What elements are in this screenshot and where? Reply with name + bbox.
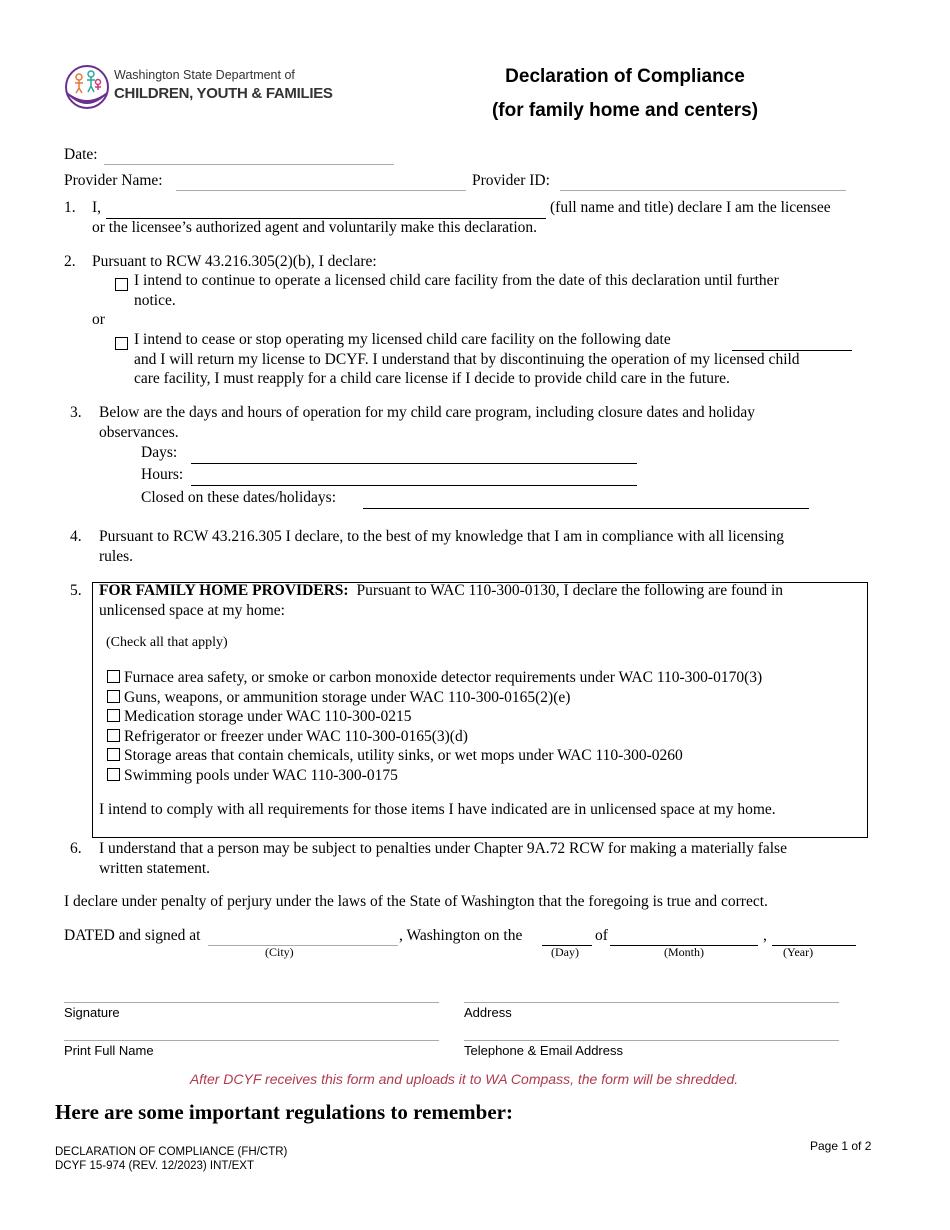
- year-caption: (Year): [783, 945, 814, 959]
- address-field[interactable]: [464, 1002, 839, 1003]
- item4-number: 4.: [70, 528, 82, 545]
- item2-intro: Pursuant to RCW 43.216.305(2)(b), I declare:: [92, 253, 377, 270]
- option-storage: [107, 746, 762, 766]
- option-refrigerator-label: Refrigerator or freezer under WAC 110-300-0165(3)(d): [124, 727, 468, 745]
- days-field[interactable]: [191, 463, 637, 464]
- option-pools-label: Swimming pools under WAC 110-300-0175: [124, 766, 398, 784]
- cease-option-line1: I intend to cease or stop operating my licensed child care facility on the following date: [134, 331, 671, 348]
- guns-checkbox[interactable]: [107, 690, 120, 703]
- day-caption: (Day): [551, 945, 579, 959]
- option-guns-label: Guns, weapons, or ammunition storage under WAC 110-300-0165(2)(e): [124, 688, 571, 706]
- form-title: Declaration of Compliance: [505, 66, 745, 87]
- print-name-field[interactable]: [64, 1040, 439, 1041]
- org-line2: CHILDREN, YOUTH & FAMILIES: [114, 85, 333, 102]
- cease-option-line2: and I will return my license to DCYF. I understand that by discontinuing the operation of my licensed child: [134, 351, 800, 368]
- dcyf-logo: [64, 64, 333, 110]
- option-guns: [107, 688, 762, 708]
- item1-suffix: (full name and title) declare I am the licensee: [550, 199, 831, 216]
- item1-line2: or the licensee’s authorized agent and voluntarily make this declaration.: [92, 219, 538, 236]
- form-subtitle: (for family home and centers): [491, 100, 759, 121]
- hours-field[interactable]: [191, 485, 637, 486]
- date-field[interactable]: [104, 164, 394, 165]
- hours-label: Hours:: [141, 466, 184, 483]
- option-refrigerator: [107, 727, 762, 747]
- item5-line1: [99, 582, 783, 600]
- item5-line1-rest: Pursuant to WAC 110-300-0130, I declare the following are found in: [356, 582, 784, 599]
- telephone-email-label: Telephone & Email Address: [464, 1043, 623, 1058]
- option-medication: [107, 707, 762, 727]
- month-caption: (Month): [664, 945, 704, 959]
- cease-option-line3: care facility, I must reapply for a child care license if I decide to provide child care in the future.: [134, 370, 730, 387]
- org-line1: Washington State Department of: [114, 68, 295, 82]
- check-all-note: (Check all that apply): [106, 635, 228, 650]
- print-name-label: Print Full Name: [64, 1043, 154, 1058]
- city-caption: (City): [265, 945, 294, 959]
- storage-checkbox[interactable]: [107, 748, 120, 761]
- date-label: Date:: [64, 146, 98, 163]
- footer-form-id: DCYF 15-974 (REV. 12/2023) INT/EXT: [55, 1160, 254, 1172]
- item6-line2: written statement.: [99, 860, 211, 877]
- continue-option-line2: notice.: [134, 292, 176, 309]
- dated-washington: , Washington on the: [399, 927, 523, 944]
- footer-form-name: DECLARATION OF COMPLIANCE (FH/CTR): [55, 1146, 288, 1158]
- closed-label: Closed on these dates/holidays:: [141, 489, 337, 506]
- item5-number: 5.: [70, 582, 82, 599]
- telephone-email-field[interactable]: [464, 1040, 839, 1041]
- city-field[interactable]: [208, 945, 398, 946]
- continue-operating-checkbox[interactable]: [115, 278, 128, 291]
- item1-prefix: I,: [92, 199, 102, 216]
- signature-label: Signature: [64, 1005, 120, 1020]
- furnace-checkbox[interactable]: [107, 670, 120, 683]
- refrigerator-checkbox[interactable]: [107, 729, 120, 742]
- option-furnace: [107, 668, 762, 688]
- item1-number: 1.: [64, 199, 76, 216]
- address-label: Address: [464, 1005, 512, 1020]
- option-storage-label: Storage areas that contain chemicals, utility sinks, or wet mops under WAC 110-300-0260: [124, 747, 683, 765]
- dated-comma: ,: [763, 927, 767, 944]
- medication-checkbox[interactable]: [107, 709, 120, 722]
- dated-prefix: DATED and signed at: [64, 927, 201, 944]
- pools-checkbox[interactable]: [107, 768, 120, 781]
- item4-line2: rules.: [99, 548, 134, 565]
- provider-id-label: Provider ID:: [472, 172, 550, 189]
- item5-closing: I intend to comply with all requirements for those items I have indicated are in unlicensed space at my home.: [99, 801, 776, 818]
- page-number: Page 1 of 2: [810, 1139, 872, 1153]
- option-pools: [107, 766, 762, 786]
- item5-line2: unlicensed space at my home:: [99, 602, 285, 619]
- signature-field[interactable]: [64, 1002, 439, 1003]
- option-furnace-label: Furnace area safety, or smoke or carbon monoxide detector requirements under WAC 110-300-0170(3): [124, 669, 763, 686]
- provider-name-label: Provider Name:: [64, 172, 163, 189]
- item6-line1: I understand that a person may be subject to penalties under Chapter 9A.72 RCW for making a materially false: [99, 840, 787, 857]
- provider-name-field[interactable]: [176, 190, 466, 191]
- family-home-heading: FOR FAMILY HOME PROVIDERS:: [99, 582, 349, 599]
- item2-number: 2.: [64, 253, 76, 270]
- item3-line1: Below are the days and hours of operation for my child care program, including closure dates and holiday: [99, 404, 755, 421]
- unlicensed-space-options: [107, 668, 762, 786]
- shredded-notice: After DCYF receives this form and uploads it to WA Compass, the form will be shredded.: [189, 1071, 739, 1087]
- or-label: or: [92, 311, 105, 328]
- dcyf-logo-icon: [64, 64, 110, 110]
- continue-option-line1: I intend to continue to operate a licensed child care facility from the date of this declaration until further: [134, 272, 779, 289]
- perjury-statement: I declare under penalty of perjury under the laws of the State of Washington that the foregoing is true and correct.: [64, 893, 768, 910]
- item3-line2: observances.: [99, 424, 179, 441]
- days-label: Days:: [141, 444, 178, 461]
- closed-dates-field[interactable]: [363, 508, 809, 509]
- item6-number: 6.: [70, 840, 82, 857]
- dated-of: of: [595, 927, 608, 944]
- provider-id-field[interactable]: [560, 190, 846, 191]
- cease-operating-checkbox[interactable]: [115, 337, 128, 350]
- item3-number: 3.: [70, 404, 82, 421]
- option-medication-label: Medication storage under WAC 110-300-0215: [124, 708, 412, 726]
- regulations-heading: Here are some important regulations to remember:: [55, 1100, 513, 1124]
- item4-line1: Pursuant to RCW 43.216.305 I declare, to the best of my knowledge that I am in compliance with all licensing: [99, 528, 785, 545]
